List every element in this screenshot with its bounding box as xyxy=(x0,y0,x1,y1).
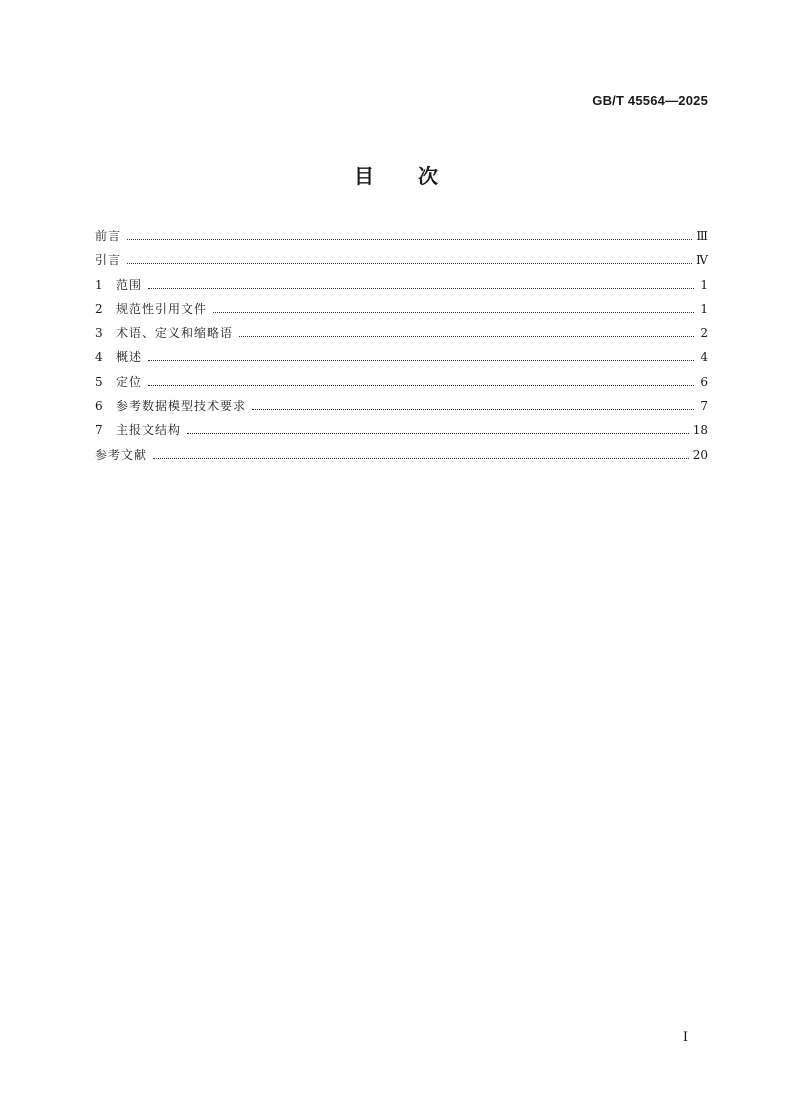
table-of-contents xyxy=(95,228,708,471)
toc-entry-page: Ⅳ xyxy=(696,253,708,268)
toc-leader-dots xyxy=(239,335,694,337)
toc-entry-label: 参考数据模型技术要求 xyxy=(116,399,247,414)
toc-entry-label: 概述 xyxy=(116,350,143,365)
toc-entry-number: 7 xyxy=(95,423,103,438)
toc-entry-number: 2 xyxy=(95,301,103,316)
toc-leader-dots xyxy=(148,287,694,289)
toc-leader-dots xyxy=(148,384,694,386)
document-code: GB/T 45564—2025 xyxy=(592,93,708,108)
toc-leader-dots xyxy=(153,457,689,459)
page-number: I xyxy=(682,1030,688,1045)
toc-entry-page: 7 xyxy=(700,399,708,414)
toc-entry-number: 1 xyxy=(95,277,103,292)
toc-leader-dots xyxy=(148,359,694,361)
toc-entry-page: Ⅲ xyxy=(696,229,708,243)
toc-entry-label: 前言 xyxy=(95,229,122,243)
toc-entry-page: 6 xyxy=(700,374,708,389)
toc-entry-label: 范围 xyxy=(116,277,143,292)
toc-entry-page: 18 xyxy=(692,423,708,438)
toc-entry-scope[interactable] xyxy=(95,277,708,301)
toc-entry-number: 5 xyxy=(95,374,103,389)
page-title: 目次 xyxy=(354,164,482,188)
toc-entry-label: 参考文献 xyxy=(95,447,148,462)
toc-leader-dots xyxy=(252,408,694,410)
toc-entry-bibliography[interactable] xyxy=(95,447,708,471)
toc-entry-label: 主报文结构 xyxy=(116,423,182,438)
toc-entry-label: 定位 xyxy=(116,374,143,389)
toc-leader-dots xyxy=(213,311,694,313)
toc-entry-overview[interactable] xyxy=(95,349,708,373)
toc-entry-page: 4 xyxy=(700,350,708,365)
toc-entry-label: 规范性引用文件 xyxy=(116,301,208,316)
toc-entry-page: 20 xyxy=(692,447,708,462)
toc-entry-foreword[interactable] xyxy=(95,228,708,252)
toc-leader-dots xyxy=(127,262,692,264)
toc-entry-positioning[interactable] xyxy=(95,374,708,398)
toc-entry-reference-data-model[interactable] xyxy=(95,398,708,422)
toc-entry-label: 引言 xyxy=(95,253,122,268)
toc-entry-number: 4 xyxy=(95,350,103,365)
toc-entry-label: 术语、定义和缩略语 xyxy=(116,326,234,341)
toc-entry-number: 6 xyxy=(95,399,103,414)
toc-entry-page: 2 xyxy=(700,326,708,341)
toc-entry-page: 1 xyxy=(700,277,708,292)
toc-entry-main-message-structure[interactable] xyxy=(95,422,708,446)
toc-entry-number: 3 xyxy=(95,326,103,341)
toc-entry-page: 1 xyxy=(700,301,708,316)
toc-entry-introduction[interactable] xyxy=(95,252,708,276)
toc-entry-normative-references[interactable] xyxy=(95,301,708,325)
toc-entry-terms-definitions[interactable] xyxy=(95,325,708,349)
toc-leader-dots xyxy=(187,432,689,434)
toc-leader-dots xyxy=(127,238,692,240)
